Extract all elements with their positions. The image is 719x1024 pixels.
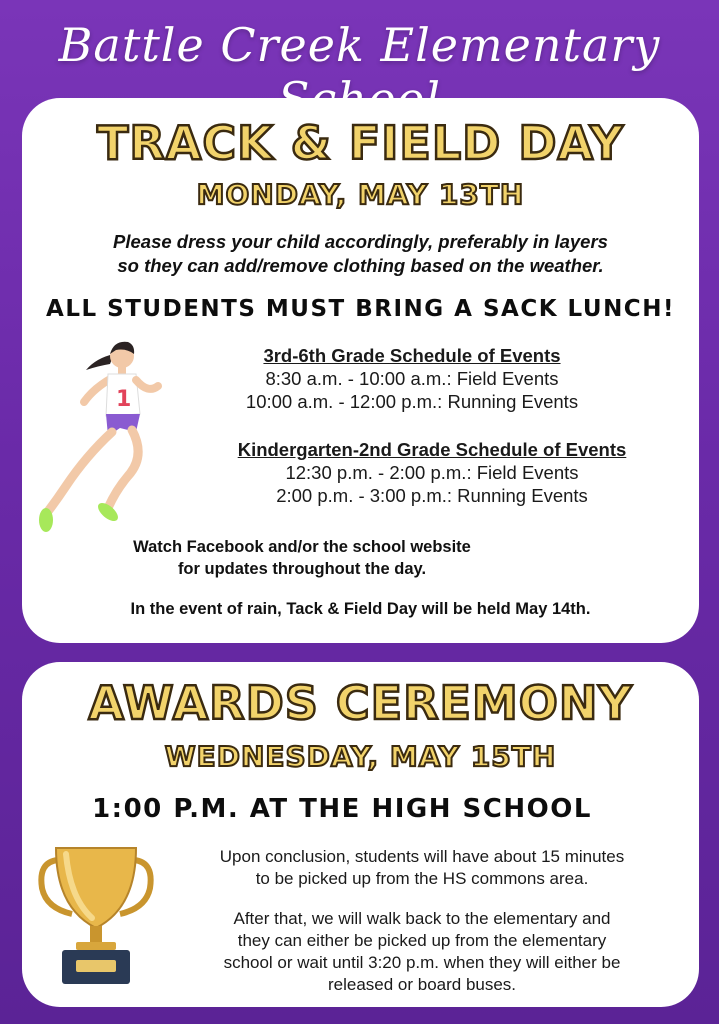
- schedule-heading: Kindergarten-2nd Grade Schedule of Events: [237, 439, 627, 460]
- schedule-event: 10:00 a.m. - 12:00 p.m.: Running Events: [245, 391, 579, 412]
- updates-line2: for updates throughout the day.: [177, 560, 427, 578]
- lunch-notice: ALL STUDENTS MUST BRING A SACK LUNCH!: [46, 296, 675, 322]
- rain-note: In the event of rain, Tack & Field Day will be held May 14th.: [130, 600, 591, 618]
- runner-illustration: [36, 336, 166, 546]
- awards-date: WEDNESDAY, MAY 15TH: [164, 740, 557, 773]
- schedule-event: 8:30 a.m. - 10:00 a.m.: Field Events: [265, 368, 559, 389]
- trophy-icon: [36, 838, 156, 988]
- after-line2: they can either be picked up from the elementary: [237, 931, 607, 950]
- track-field-date: MONDAY, MAY 13TH: [196, 178, 525, 211]
- schedule-heading: 3rd-6th Grade Schedule of Events: [263, 345, 561, 366]
- track-field-card: [22, 98, 699, 643]
- schedule-event: 2:00 p.m. - 3:00 p.m.: Running Events: [276, 485, 588, 506]
- dress-note-line2: so they can add/remove clothing based on the weather.: [117, 255, 604, 276]
- awards-title: AWARDS CEREMONY: [88, 676, 633, 730]
- pickup-line2: to be picked up from the HS commons area.: [255, 869, 589, 888]
- after-line3: school or wait until 3:20 p.m. when they will either be: [223, 953, 621, 972]
- after-line1: After that, we will walk back to the elementary and: [233, 909, 611, 928]
- schedule-event: 12:30 p.m. - 2:00 p.m.: Field Events: [285, 462, 579, 483]
- runner-bib: 1: [116, 387, 132, 412]
- awards-card: [22, 662, 699, 1007]
- track-field-title: TRACK & FIELD DAY: [96, 116, 625, 170]
- updates-line1: Watch Facebook and/or the school website: [133, 538, 471, 556]
- school-name: Battle Creek Elementary: [58, 18, 661, 72]
- awards-time-location: 1:00 P.M. AT THE HIGH SCHOOL: [92, 794, 592, 824]
- after-line4: released or board buses.: [327, 975, 517, 994]
- schedule-3rd-6th: [172, 344, 652, 413]
- pickup-line1: Upon conclusion, students will have about 15 minutes: [219, 847, 625, 866]
- schedule-k-2nd: [172, 438, 692, 507]
- dress-note-line1: Please dress your child accordingly, preferably in layers: [113, 231, 608, 252]
